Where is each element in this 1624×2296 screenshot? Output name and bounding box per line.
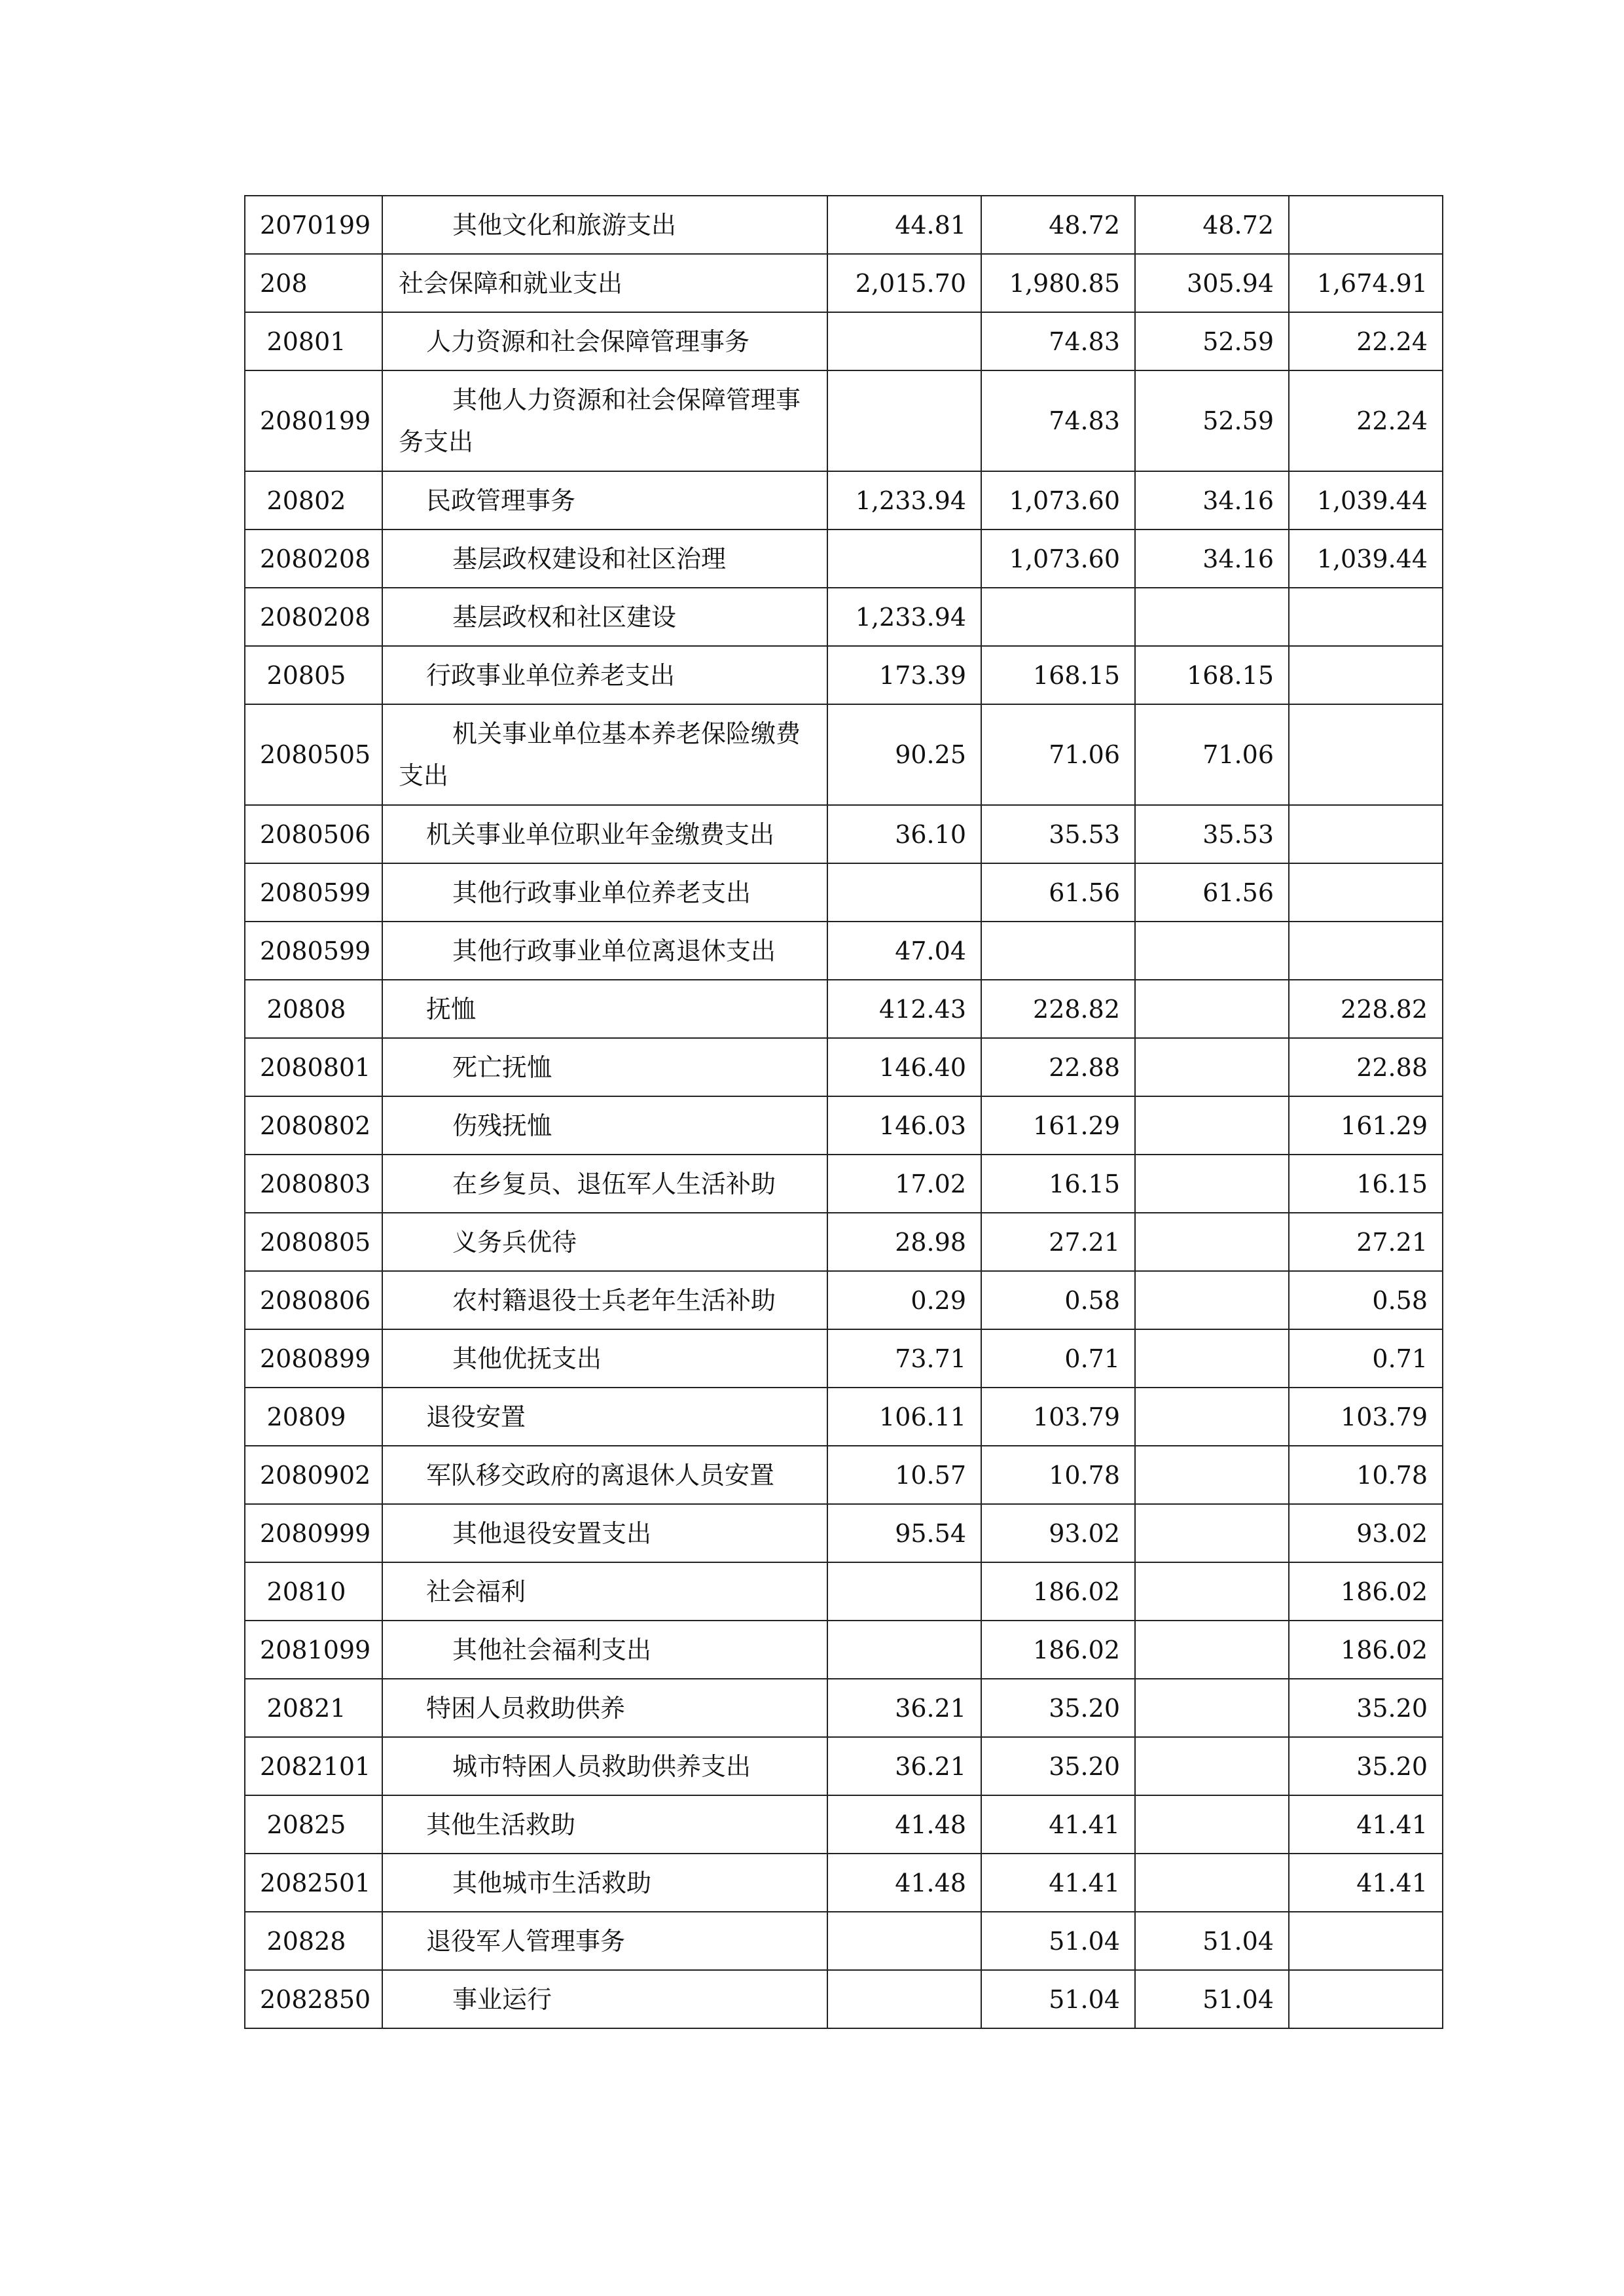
table-row [245,529,1443,588]
subject-code: 20802 [245,471,382,529]
amount-col-1: 36.10 [827,805,981,863]
amount-col-3: 61.56 [1135,863,1289,922]
amount-col-1 [827,312,981,370]
amount-col-2: 161.29 [981,1096,1135,1155]
amount-col-3 [1135,1038,1289,1096]
amount-col-3 [1135,588,1289,646]
subject-name: 特困人员救助供养 [382,1679,827,1737]
table-row [245,1446,1443,1504]
amount-col-4 [1289,196,1443,254]
amount-col-1: 17.02 [827,1155,981,1213]
subject-name: 义务兵优待 [382,1213,827,1271]
amount-col-2: 41.41 [981,1854,1135,1912]
amount-col-3 [1135,1271,1289,1329]
subject-name: 其他生活救助 [382,1795,827,1854]
subject-name: 伤残抚恤 [382,1096,827,1155]
subject-name: 死亡抚恤 [382,1038,827,1096]
amount-col-4: 0.71 [1289,1329,1443,1388]
amount-col-1: 2,015.70 [827,254,981,312]
amount-col-3 [1135,922,1289,980]
amount-col-2: 186.02 [981,1621,1135,1679]
subject-code: 20825 [245,1795,382,1854]
table-row [245,1329,1443,1388]
subject-name: 机关事业单位职业年金缴费支出 [382,805,827,863]
table-row [245,1854,1443,1912]
amount-col-4 [1289,646,1443,704]
amount-col-3: 51.04 [1135,1970,1289,2028]
amount-col-4: 22.24 [1289,312,1443,370]
amount-col-3: 35.53 [1135,805,1289,863]
table-row [245,196,1443,254]
subject-code: 2080199 [245,370,382,471]
subject-code: 20821 [245,1679,382,1737]
amount-col-3: 51.04 [1135,1912,1289,1970]
amount-col-4: 161.29 [1289,1096,1443,1155]
amount-col-1 [827,1562,981,1621]
subject-code: 2080805 [245,1213,382,1271]
amount-col-4: 35.20 [1289,1737,1443,1795]
amount-col-3: 168.15 [1135,646,1289,704]
subject-name: 其他城市生活救助 [382,1854,827,1912]
amount-col-4: 27.21 [1289,1213,1443,1271]
table-row [245,646,1443,704]
amount-col-1 [827,1970,981,2028]
amount-col-2: 74.83 [981,370,1135,471]
amount-col-4: 22.88 [1289,1038,1443,1096]
subject-code: 2080505 [245,704,382,805]
subject-name: 其他社会福利支出 [382,1621,827,1679]
table-row [245,1621,1443,1679]
amount-col-4 [1289,805,1443,863]
subject-code: 2080902 [245,1446,382,1504]
table-row [245,1912,1443,1970]
amount-col-1: 95.54 [827,1504,981,1562]
amount-col-4: 22.24 [1289,370,1443,471]
amount-col-2: 61.56 [981,863,1135,922]
amount-col-1: 412.43 [827,980,981,1038]
subject-name: 机关事业单位基本养老保险缴费支出 [382,704,827,805]
subject-code: 2080801 [245,1038,382,1096]
amount-col-4 [1289,1912,1443,1970]
amount-col-2: 0.58 [981,1271,1135,1329]
budget-table-body [245,196,1443,2028]
amount-col-4 [1289,863,1443,922]
amount-col-3: 52.59 [1135,312,1289,370]
amount-col-4: 35.20 [1289,1679,1443,1737]
amount-col-3: 52.59 [1135,370,1289,471]
amount-col-1 [827,370,981,471]
amount-col-3 [1135,980,1289,1038]
budget-table [244,195,1443,2029]
amount-col-4 [1289,1970,1443,2028]
subject-name: 抚恤 [382,980,827,1038]
subject-code: 2080506 [245,805,382,863]
subject-name: 人力资源和社会保障管理事务 [382,312,827,370]
table-row [245,1213,1443,1271]
amount-col-4: 93.02 [1289,1504,1443,1562]
amount-col-2: 228.82 [981,980,1135,1038]
amount-col-4: 103.79 [1289,1388,1443,1446]
amount-col-4: 1,039.44 [1289,529,1443,588]
amount-col-1: 146.40 [827,1038,981,1096]
subject-name: 其他人力资源和社会保障管理事务支出 [382,370,827,471]
table-row [245,370,1443,471]
amount-col-2: 103.79 [981,1388,1135,1446]
amount-col-4: 186.02 [1289,1562,1443,1621]
amount-col-4: 1,674.91 [1289,254,1443,312]
amount-col-1: 47.04 [827,922,981,980]
subject-name: 其他优抚支出 [382,1329,827,1388]
table-row [245,1096,1443,1155]
amount-col-2: 22.88 [981,1038,1135,1096]
amount-col-4: 1,039.44 [1289,471,1443,529]
subject-code: 2080208 [245,588,382,646]
table-row [245,1504,1443,1562]
subject-code: 2080599 [245,863,382,922]
subject-code: 20805 [245,646,382,704]
subject-name: 基层政权和社区建设 [382,588,827,646]
table-row [245,1795,1443,1854]
amount-col-2: 0.71 [981,1329,1135,1388]
table-row [245,312,1443,370]
table-row [245,1271,1443,1329]
subject-code: 2070199 [245,196,382,254]
amount-col-1 [827,863,981,922]
subject-code: 20808 [245,980,382,1038]
subject-code: 2082501 [245,1854,382,1912]
table-row [245,980,1443,1038]
amount-col-1: 28.98 [827,1213,981,1271]
amount-col-3: 34.16 [1135,529,1289,588]
subject-name: 其他行政事业单位离退休支出 [382,922,827,980]
amount-col-3: 71.06 [1135,704,1289,805]
table-row [245,1155,1443,1213]
amount-col-2: 1,073.60 [981,529,1135,588]
subject-code: 2080599 [245,922,382,980]
amount-col-4 [1289,588,1443,646]
subject-name: 行政事业单位养老支出 [382,646,827,704]
amount-col-2: 35.53 [981,805,1135,863]
subject-code: 2080899 [245,1329,382,1388]
table-row [245,1737,1443,1795]
amount-col-4: 16.15 [1289,1155,1443,1213]
amount-col-2: 51.04 [981,1912,1135,1970]
subject-code: 2080806 [245,1271,382,1329]
subject-code: 2080802 [245,1096,382,1155]
subject-name: 农村籍退役士兵老年生活补助 [382,1271,827,1329]
table-row [245,805,1443,863]
amount-col-2: 48.72 [981,196,1135,254]
amount-col-4: 0.58 [1289,1271,1443,1329]
amount-col-3 [1135,1562,1289,1621]
amount-col-3 [1135,1795,1289,1854]
amount-col-1: 44.81 [827,196,981,254]
subject-name: 社会福利 [382,1562,827,1621]
table-row [245,471,1443,529]
amount-col-3 [1135,1329,1289,1388]
amount-col-4: 10.78 [1289,1446,1443,1504]
amount-col-3 [1135,1446,1289,1504]
amount-col-1 [827,529,981,588]
subject-name: 事业运行 [382,1970,827,2028]
amount-col-3 [1135,1213,1289,1271]
amount-col-2: 27.21 [981,1213,1135,1271]
amount-col-2: 10.78 [981,1446,1135,1504]
amount-col-1: 106.11 [827,1388,981,1446]
subject-name: 基层政权建设和社区治理 [382,529,827,588]
amount-col-3 [1135,1621,1289,1679]
amount-col-1: 146.03 [827,1096,981,1155]
table-row [245,863,1443,922]
amount-col-2: 168.15 [981,646,1135,704]
subject-code: 2080999 [245,1504,382,1562]
subject-code: 20809 [245,1388,382,1446]
amount-col-2: 1,980.85 [981,254,1135,312]
table-row [245,922,1443,980]
amount-col-3 [1135,1504,1289,1562]
amount-col-3 [1135,1096,1289,1155]
amount-col-3: 48.72 [1135,196,1289,254]
amount-col-1: 10.57 [827,1446,981,1504]
subject-code: 20801 [245,312,382,370]
subject-name: 社会保障和就业支出 [382,254,827,312]
amount-col-1 [827,1621,981,1679]
subject-name: 退役军人管理事务 [382,1912,827,1970]
amount-col-1: 1,233.94 [827,471,981,529]
amount-col-2: 186.02 [981,1562,1135,1621]
amount-col-4: 41.41 [1289,1795,1443,1854]
amount-col-4 [1289,922,1443,980]
table-row [245,704,1443,805]
subject-code: 208 [245,254,382,312]
amount-col-2: 35.20 [981,1737,1135,1795]
subject-code: 2080208 [245,529,382,588]
table-row [245,254,1443,312]
table-row [245,1562,1443,1621]
subject-code: 20810 [245,1562,382,1621]
amount-col-3 [1135,1737,1289,1795]
amount-col-2 [981,922,1135,980]
amount-col-2: 35.20 [981,1679,1135,1737]
amount-col-3 [1135,1854,1289,1912]
table-row [245,1679,1443,1737]
amount-col-1: 90.25 [827,704,981,805]
amount-col-4: 186.02 [1289,1621,1443,1679]
subject-name: 退役安置 [382,1388,827,1446]
amount-col-1: 1,233.94 [827,588,981,646]
amount-col-1: 36.21 [827,1737,981,1795]
amount-col-3: 34.16 [1135,471,1289,529]
subject-code: 2080803 [245,1155,382,1213]
amount-col-1: 41.48 [827,1795,981,1854]
amount-col-2: 93.02 [981,1504,1135,1562]
amount-col-4: 228.82 [1289,980,1443,1038]
subject-code: 2082850 [245,1970,382,2028]
amount-col-2: 74.83 [981,312,1135,370]
subject-code: 20828 [245,1912,382,1970]
amount-col-1 [827,1912,981,1970]
amount-col-2: 51.04 [981,1970,1135,2028]
amount-col-4: 41.41 [1289,1854,1443,1912]
amount-col-2: 41.41 [981,1795,1135,1854]
amount-col-2: 1,073.60 [981,471,1135,529]
amount-col-1: 173.39 [827,646,981,704]
table-row [245,588,1443,646]
amount-col-2: 71.06 [981,704,1135,805]
subject-code: 2081099 [245,1621,382,1679]
table-row [245,1388,1443,1446]
subject-code: 2082101 [245,1737,382,1795]
amount-col-3 [1135,1388,1289,1446]
subject-name: 军队移交政府的离退休人员安置 [382,1446,827,1504]
table-row [245,1970,1443,2028]
amount-col-2 [981,588,1135,646]
subject-name: 其他文化和旅游支出 [382,196,827,254]
amount-col-1: 73.71 [827,1329,981,1388]
amount-col-2: 16.15 [981,1155,1135,1213]
amount-col-4 [1289,704,1443,805]
subject-name: 其他退役安置支出 [382,1504,827,1562]
amount-col-3: 305.94 [1135,254,1289,312]
amount-col-1: 0.29 [827,1271,981,1329]
subject-name: 其他行政事业单位养老支出 [382,863,827,922]
amount-col-1: 36.21 [827,1679,981,1737]
amount-col-1: 41.48 [827,1854,981,1912]
table-row [245,1038,1443,1096]
subject-name: 民政管理事务 [382,471,827,529]
amount-col-3 [1135,1679,1289,1737]
amount-col-3 [1135,1155,1289,1213]
subject-name: 在乡复员、退伍军人生活补助 [382,1155,827,1213]
subject-name: 城市特困人员救助供养支出 [382,1737,827,1795]
